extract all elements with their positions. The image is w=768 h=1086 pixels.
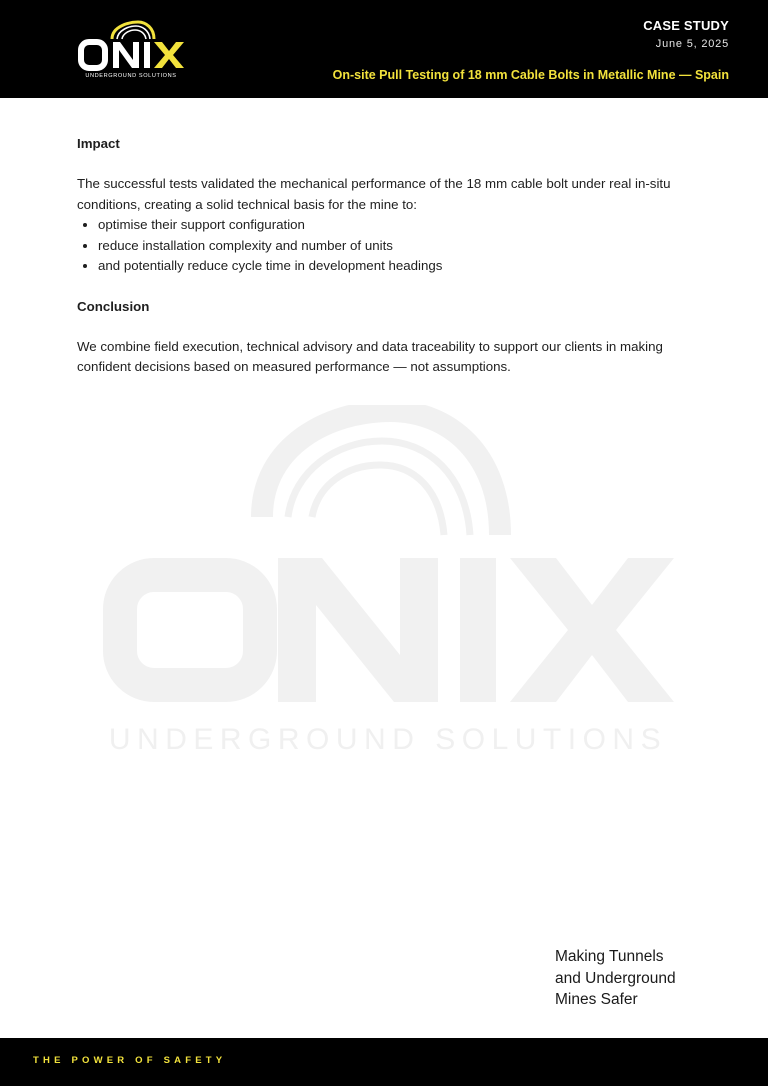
logo-subtext: UNDERGROUND SOLUTIONS bbox=[85, 73, 177, 79]
footer-slogan: THE POWER OF SAFETY bbox=[33, 1055, 227, 1066]
onix-logo-mark bbox=[78, 20, 184, 72]
page-footer bbox=[0, 1038, 768, 1086]
case-study-title: On-site Pull Testing of 18 mm Cable Bolts in Metallic Mine — Spain bbox=[332, 68, 729, 82]
onix-logo bbox=[78, 20, 184, 82]
tagline-line: Mines Safer bbox=[555, 991, 638, 1008]
impact-heading: Impact bbox=[77, 136, 120, 151]
list-item: • reduce installation complexity and number of units bbox=[98, 236, 692, 257]
conclusion-heading: Conclusion bbox=[77, 298, 150, 314]
tagline-line: Making Tunnels bbox=[555, 948, 664, 965]
document-date: June 5, 2025 bbox=[655, 38, 729, 50]
watermark-subtext: UNDERGROUND SOLUTIONS bbox=[108, 723, 668, 756]
document-body bbox=[77, 134, 692, 378]
tagline bbox=[555, 946, 676, 1011]
document-type-label: CASE STUDY bbox=[643, 18, 729, 33]
impact-bullet-list bbox=[77, 215, 692, 277]
watermark-logo-mark bbox=[90, 405, 680, 715]
conclusion-text: We combine field execution, technical advisory and data traceability to support our clients in making confident decisions based on measured performance — not assumptions. bbox=[77, 338, 663, 374]
onix-watermark bbox=[90, 405, 680, 765]
list-item: • and potentially reduce cycle time in development headings bbox=[98, 256, 692, 277]
page-header bbox=[0, 0, 768, 98]
tagline-line: and Underground bbox=[555, 969, 676, 987]
list-item: • optimise their support configuration bbox=[98, 215, 692, 236]
impact-intro: The successful tests validated the mechanical performance of the 18 mm cable bolt under real in-situ conditions, creating a solid technical basis for the mine to: bbox=[77, 176, 671, 212]
